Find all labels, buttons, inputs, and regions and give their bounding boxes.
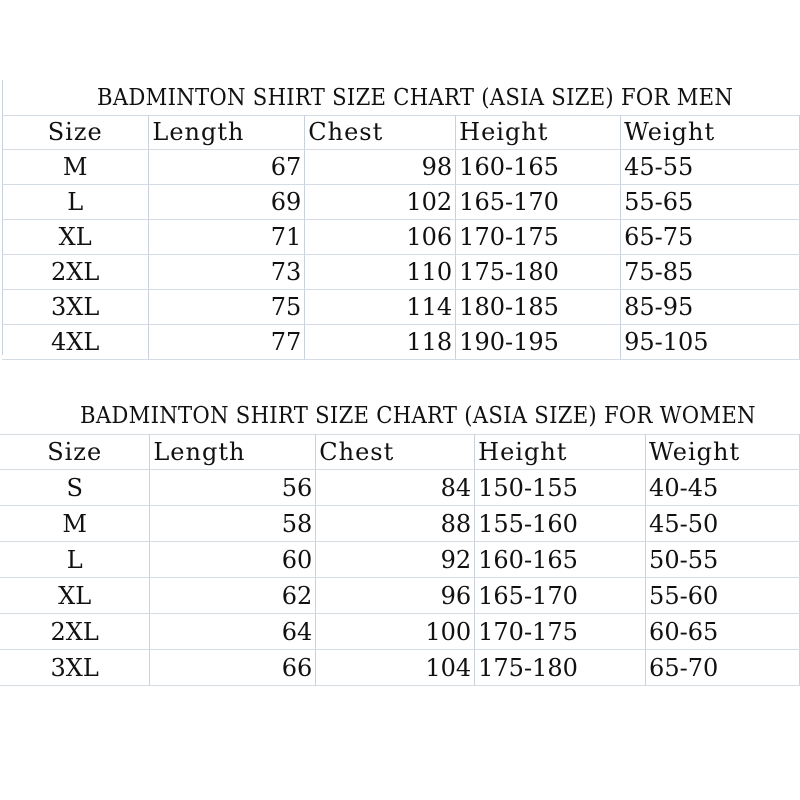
length-cell: 56 (150, 470, 316, 506)
women-size-table (0, 434, 800, 686)
size-cell: 4XL (2, 325, 149, 360)
size-cell: 2XL (0, 614, 150, 650)
length-cell: 67 (149, 150, 305, 185)
weight-cell: 65-70 (646, 650, 800, 686)
height-cell: 175-180 (456, 255, 621, 290)
size-cell: M (0, 506, 150, 542)
height-cell: 180-185 (456, 290, 621, 325)
size-cell: XL (2, 220, 149, 255)
height-cell: 170-175 (475, 614, 646, 650)
table-header-row (0, 434, 800, 470)
chest-cell: 106 (305, 220, 456, 255)
table-row (0, 578, 800, 614)
length-cell: 77 (149, 325, 305, 360)
header-size: Size (0, 434, 150, 470)
size-cell: XL (0, 578, 150, 614)
weight-cell: 55-60 (646, 578, 800, 614)
length-cell: 64 (150, 614, 316, 650)
chest-cell: 96 (316, 578, 475, 614)
header-chest: Chest (316, 434, 475, 470)
table-row (0, 542, 800, 578)
header-size: Size (2, 115, 149, 150)
weight-cell: 40-45 (646, 470, 800, 506)
height-cell: 160-165 (475, 542, 646, 578)
height-cell: 175-180 (475, 650, 646, 686)
chest-cell: 118 (305, 325, 456, 360)
length-cell: 71 (149, 220, 305, 255)
height-cell: 160-165 (456, 150, 621, 185)
men-chart-title: BADMINTON SHIRT SIZE CHART (ASIA SIZE) FOR MEN (97, 85, 734, 111)
header-height: Height (475, 434, 646, 470)
weight-cell: 85-95 (621, 290, 800, 325)
length-cell: 66 (150, 650, 316, 686)
table-row (0, 650, 800, 686)
header-height: Height (456, 115, 621, 150)
weight-cell: 45-55 (621, 150, 800, 185)
table-row (2, 290, 800, 325)
table-header-row (2, 115, 800, 150)
weight-cell: 45-50 (646, 506, 800, 542)
header-chest: Chest (305, 115, 456, 150)
size-cell: L (0, 542, 150, 578)
chest-cell: 84 (316, 470, 475, 506)
size-cell: S (0, 470, 150, 506)
header-length: Length (149, 115, 305, 150)
chest-cell: 114 (305, 290, 456, 325)
table-row (0, 470, 800, 506)
chest-cell: 102 (305, 185, 456, 220)
height-cell: 165-170 (456, 185, 621, 220)
weight-cell: 75-85 (621, 255, 800, 290)
length-cell: 58 (150, 506, 316, 542)
chest-cell: 98 (305, 150, 456, 185)
men-size-table (2, 115, 800, 360)
chest-cell: 110 (305, 255, 456, 290)
length-cell: 73 (149, 255, 305, 290)
weight-cell: 95-105 (621, 325, 800, 360)
header-weight: Weight (621, 115, 800, 150)
height-cell: 155-160 (475, 506, 646, 542)
size-cell: L (2, 185, 149, 220)
weight-cell: 65-75 (621, 220, 800, 255)
chest-cell: 104 (316, 650, 475, 686)
weight-cell: 60-65 (646, 614, 800, 650)
size-cell: 2XL (2, 255, 149, 290)
length-cell: 62 (150, 578, 316, 614)
size-cell: 3XL (2, 290, 149, 325)
size-cell: 3XL (0, 650, 150, 686)
weight-cell: 50-55 (646, 542, 800, 578)
chest-cell: 92 (316, 542, 475, 578)
header-weight: Weight (646, 434, 800, 470)
women-chart-title: BADMINTON SHIRT SIZE CHART (ASIA SIZE) FOR WOMEN (80, 403, 756, 429)
table-row (0, 614, 800, 650)
length-cell: 75 (149, 290, 305, 325)
weight-cell: 55-65 (621, 185, 800, 220)
length-cell: 69 (149, 185, 305, 220)
height-cell: 165-170 (475, 578, 646, 614)
size-cell: M (2, 150, 149, 185)
table-row (2, 325, 800, 360)
table-row (0, 506, 800, 542)
table-row (2, 220, 800, 255)
chest-cell: 88 (316, 506, 475, 542)
length-cell: 60 (150, 542, 316, 578)
table-row (2, 150, 800, 185)
height-cell: 150-155 (475, 470, 646, 506)
height-cell: 170-175 (456, 220, 621, 255)
chest-cell: 100 (316, 614, 475, 650)
table-row (2, 185, 800, 220)
header-length: Length (150, 434, 316, 470)
table-row (2, 255, 800, 290)
height-cell: 190-195 (456, 325, 621, 360)
